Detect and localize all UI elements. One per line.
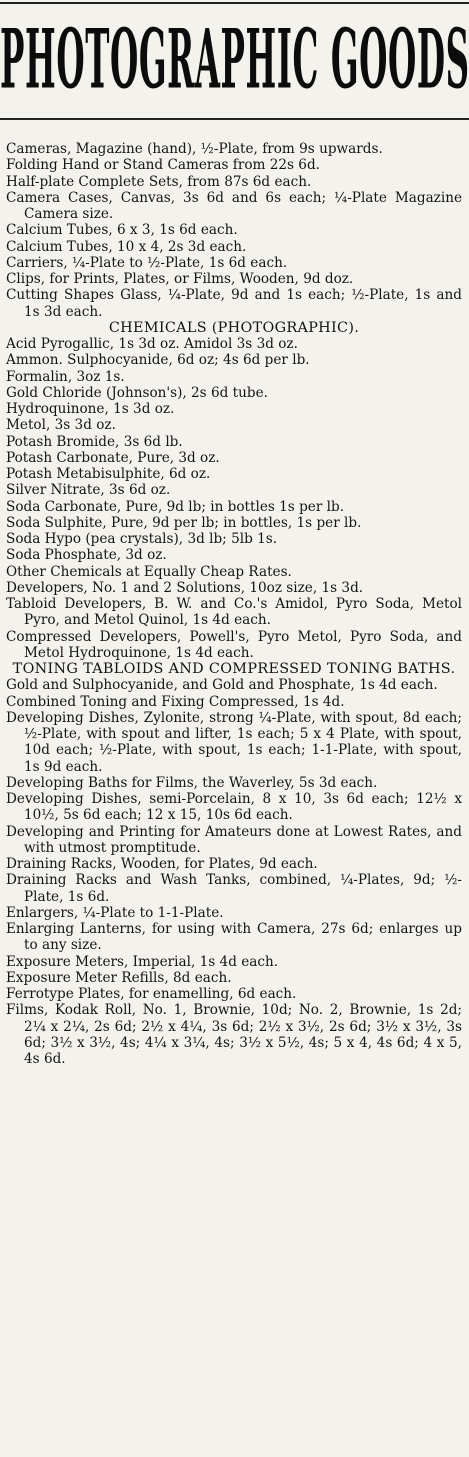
list-item: Draining Racks, Wooden, for Plates, 9d each. xyxy=(6,856,318,872)
list-item: Enlarging Lanterns, for using with Camera, 27s 6d; enlarges up to any size. xyxy=(6,921,462,954)
list-item: Formalin, 3oz 1s. xyxy=(6,368,125,385)
list-item: Other Chemicals at Equally Cheap Rates. xyxy=(6,563,292,580)
list-item: Enlargers, ¼-Plate to 1-1-Plate. xyxy=(6,904,224,921)
list-item: Half-plate Complete Sets, from 87s 6d each. xyxy=(6,173,312,190)
list-item: Compressed Developers, Powell's, Pyro Metol, Pyro Soda, and Metol Hydroquinone, 1s 4d each. xyxy=(6,628,462,661)
list-item: Films, Kodak Roll, No. 1, Brownie, 10d; No. 2, Brownie, 1s 2d; 2¼ x 2¼, 2s 6d; 2½ x 4¼, 3s 6d; 2½ x 3½, 2s 6d; 3½ x 3½, 3s 6d; 3½ x 3½, 4s; 4¼ x 3¼, 4s; 3½ x 5½, 4s; 5 x 4, 4s 6d; 4 x 5, 4s 6d. xyxy=(6,1002,462,1067)
section-heading: CHEMICALS (PHOTOGRAPHIC). xyxy=(108,319,360,336)
list-item: Clips, for Prints, Plates, or Films, Wooden, 9d doz. xyxy=(6,271,354,287)
list-item: Metol, 3s 3d oz. xyxy=(6,417,116,434)
list-item: Carriers, ¼-Plate to ½-Plate, 1s 6d each. xyxy=(6,254,288,271)
page-title: PHOTOGRAPHIC GOODS xyxy=(0,12,469,108)
list-item: Folding Hand or Stand Cameras from 22s 6d. xyxy=(6,157,320,174)
list-item: Soda Phosphate, 3d oz. xyxy=(6,547,167,564)
list-item: Combined Toning and Fixing Compressed, 1s 4d. xyxy=(6,693,345,710)
list-item: Gold Chloride (Johnson's), 2s 6d tube. xyxy=(6,384,268,401)
list-item: Hydroquinone, 1s 3d oz. xyxy=(6,401,175,417)
list-item: Calcium Tubes, 10 x 4, 2s 3d each. xyxy=(6,238,247,255)
list-item: Ferrotype Plates, for enamelling, 6d each. xyxy=(6,986,297,1002)
list-item: Developing Dishes, Zylonite, strong ¼-Plate, with spout, 8d each; ½-Plate, with spout and lifter, 1s each; 5 x 4 Plate, with spout, 10d each; ½-Plate, with spout, 1s each; 1-1-Plate, with spout, 1s 9d each. xyxy=(6,709,462,775)
masthead xyxy=(0,10,469,110)
list-item: Potash Carbonate, Pure, 3d oz. xyxy=(6,449,220,466)
list-item: Gold and Sulphocyanide, and Gold and Phosphate, 1s 4d each. xyxy=(6,677,438,694)
list-item: Draining Racks and Wash Tanks, combined, ¼-Plates, 9d; ½-Plate, 1s 6d. xyxy=(6,872,462,905)
list-item: Cutting Shapes Glass, ¼-Plate, 9d and 1s each; ½-Plate, 1s and 1s 3d each. xyxy=(6,287,462,320)
price-listing xyxy=(6,141,462,1067)
list-item: Soda Sulphite, Pure, 9d per lb; in bottles, 1s per lb. xyxy=(6,514,362,531)
header-rule xyxy=(0,118,469,120)
list-item: Developing and Printing for Amateurs done at Lowest Rates, and with utmost promptitude. xyxy=(6,823,462,856)
list-item: Potash Bromide, 3s 6d lb. xyxy=(6,433,183,450)
list-item: Tabloid Developers, B. W. and Co.'s Amidol, Pyro Soda, Metol Pyro, and Metol Quinol, 1s 4d each. xyxy=(6,596,462,629)
list-item: Cameras, Magazine (hand), ½-Plate, from 9s upwards. xyxy=(6,141,383,157)
list-item: Acid Pyrogallic, 1s 3d oz. Amidol 3s 3d oz. xyxy=(6,336,298,352)
list-item: Ammon. Sulphocyanide, 6d oz; 4s 6d per lb. xyxy=(6,352,310,369)
list-item: Silver Nitrate, 3s 6d oz. xyxy=(6,482,171,499)
list-item: Potash Metabisulphite, 6d oz. xyxy=(6,466,211,482)
list-item: Developing Dishes, semi-Porcelain, 8 x 10, 3s 6d each; 12½ x 10½, 5s 6d each; 12 x 15, 10s 6d each. xyxy=(6,791,462,824)
list-item: Soda Carbonate, Pure, 9d lb; in bottles 1s per lb. xyxy=(6,498,345,515)
list-item: Exposure Meters, Imperial, 1s 4d each. xyxy=(6,953,279,970)
list-item: Camera Cases, Canvas, 3s 6d and 6s each; ¼-Plate Magazine Camera size. xyxy=(6,189,462,222)
section-heading: TONING TABLOIDS AND COMPRESSED TONING BATHS. xyxy=(12,661,456,677)
list-item: Developing Baths for Films, the Waverley, 5s 3d each. xyxy=(6,774,378,791)
list-item: Calcium Tubes, 6 x 3, 1s 6d each. xyxy=(6,222,238,239)
list-item: Exposure Meter Refills, 8d each. xyxy=(6,969,232,986)
top-rule xyxy=(0,2,469,4)
list-item: Developers, No. 1 and 2 Solutions, 10oz size, 1s 3d. xyxy=(6,579,364,596)
list-item: Soda Hypo (pea crystals), 3d lb; 5lb 1s. xyxy=(6,531,278,547)
